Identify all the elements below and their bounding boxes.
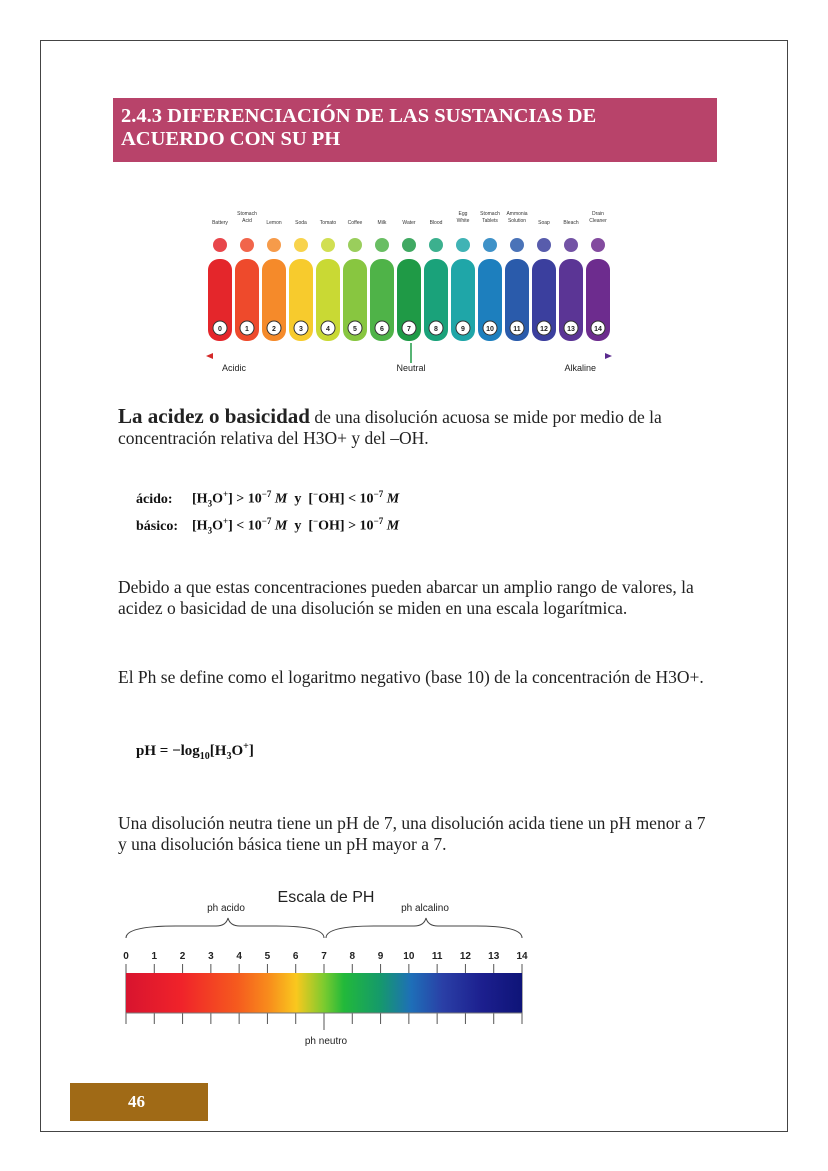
scale-tick-label: 2 <box>179 951 186 962</box>
svg-text:Solution: Solution <box>507 218 527 224</box>
ph-gradient-bar <box>126 973 522 1013</box>
alkaline-brace <box>326 918 522 938</box>
section-heading <box>113 98 717 162</box>
tube-number: 9 <box>461 326 465 333</box>
section-heading-line2: ACUERDO CON SU PH <box>121 128 341 150</box>
ph-tube-7 <box>397 220 421 341</box>
formula-ph-rhs: −log <box>172 743 200 759</box>
ph-tube-10 <box>478 211 502 341</box>
formula-ph-lhs: pH <box>136 743 157 759</box>
item-icon <box>267 238 281 252</box>
svg-text:White: White <box>456 218 470 224</box>
scale-tick-label: 3 <box>208 951 214 962</box>
svg-text:Drain: Drain <box>592 211 604 217</box>
scale-tick-label: 9 <box>377 951 384 962</box>
ph-tube-4 <box>316 220 340 341</box>
tube-number: 11 <box>513 326 521 333</box>
svg-text:Tomato: Tomato <box>319 220 337 226</box>
ph-tube-6 <box>370 220 394 341</box>
item-icon <box>348 238 362 252</box>
scale-tick-label: 4 <box>236 951 242 962</box>
scale-alkaline-label: ph alcalino <box>401 903 449 914</box>
tube-number: 2 <box>272 326 276 333</box>
svg-text:Acid: Acid <box>242 218 252 224</box>
formula-basic: básico: $[H_3O^+] < 10^{-7}$ M y $[^-OH] > 10^{-7}$ M <box>136 516 400 536</box>
item-icon <box>213 238 227 252</box>
svg-text:Ammonia: Ammonia <box>506 211 528 217</box>
scale-tick-label: 7 <box>321 951 327 962</box>
item-icon <box>375 238 389 252</box>
svg-text:Soda: Soda <box>295 220 307 226</box>
ph-tube-12 <box>532 220 556 341</box>
section-heading-line1: 2.4.3 DIFERENCIACIÓN DE LAS SUSTANCIAS DE <box>121 105 597 127</box>
scale-tick-label: 12 <box>459 951 471 962</box>
scale-tick-label: 5 <box>264 951 271 962</box>
formula-ph: pH = $-\log_{10}[H_3O^+]$ <box>136 741 254 762</box>
ph-tube-8 <box>424 220 448 341</box>
item-icon <box>240 238 254 252</box>
ph-tubes-figure <box>200 205 620 380</box>
ph-tube-0 <box>208 220 232 341</box>
svg-text:Cleaner: Cleaner <box>589 218 607 224</box>
formula-acid-term: ácido: <box>136 491 173 507</box>
item-icon <box>483 238 497 252</box>
paragraph-ph-definicion: El Ph se define como el logaritmo negativo (base 10) de la concentración de H3O+. <box>118 667 704 687</box>
scale-tick-label: 10 <box>403 951 415 962</box>
scale-acid-label: ph acido <box>207 903 245 914</box>
ph-tube-13 <box>559 220 583 341</box>
tube-number: 10 <box>486 326 494 333</box>
item-icon <box>429 238 443 252</box>
ph-tube-2 <box>262 220 286 341</box>
svg-text:Soap: Soap <box>538 220 550 226</box>
acid-brace <box>126 918 324 938</box>
tube-number: 1 <box>245 326 249 333</box>
formula-basic-term: básico: <box>136 518 178 534</box>
tube-number: 8 <box>434 326 438 333</box>
acidic-label: Acidic <box>222 363 247 373</box>
alkaline-label: Alkaline <box>564 363 596 373</box>
tube-number: 0 <box>218 326 222 333</box>
svg-text:Stomach: Stomach <box>237 211 257 217</box>
item-icon <box>402 238 416 252</box>
svg-text:Bleach: Bleach <box>563 220 579 226</box>
ph-tube-1 <box>235 211 259 341</box>
svg-text:Water: Water <box>402 220 416 226</box>
item-icon <box>537 238 551 252</box>
ph-tube-11 <box>505 211 529 341</box>
item-icon <box>564 238 578 252</box>
svg-text:Battery: Battery <box>212 220 228 226</box>
neutral-label: Neutral <box>396 363 426 373</box>
paragraph-acidez <box>118 406 718 449</box>
scale-tick-label: 14 <box>516 951 528 962</box>
scale-tick-label: 8 <box>349 951 356 962</box>
svg-text:Blood: Blood <box>429 220 443 226</box>
tube-number: 5 <box>353 326 357 333</box>
svg-text:Coffee: Coffee <box>347 220 363 226</box>
svg-text:Egg: Egg <box>458 211 468 217</box>
tube-number: 4 <box>326 326 330 333</box>
svg-text:Stomach: Stomach <box>480 211 500 217</box>
svg-text:Milk: Milk <box>377 220 387 226</box>
scale-tick-label: 11 <box>431 951 443 962</box>
tube-number: 7 <box>407 326 411 333</box>
ph-scale-figure <box>116 880 536 1060</box>
tube-number: 12 <box>540 326 548 333</box>
scale-tick-label: 6 <box>292 951 299 962</box>
scale-tick-label: 13 <box>488 951 500 962</box>
scale-title: Escala de PH <box>277 889 375 906</box>
tube-number: 13 <box>567 326 575 333</box>
item-icon <box>321 238 335 252</box>
ph-tube-5 <box>343 220 367 341</box>
svg-text:Lemon: Lemon <box>266 220 282 226</box>
paragraph-neutral: Una disolución neutra tiene un pH de 7, una disolución acida tiene un pH menor a 7 y una disolución básica tiene un pH mayor a 7. <box>118 813 706 854</box>
paragraph-acidez-rest: de una disolución acuosa se mide por medio de la concentración relativa del H3O+ y del –OH. <box>118 407 662 448</box>
ph-tube-14 <box>586 211 610 341</box>
scale-tick-label: 0 <box>123 951 129 962</box>
page-number: 46 <box>70 1083 208 1121</box>
paragraph-acidez-bold: La acidez o basicidad <box>118 404 310 428</box>
ph-tube-9 <box>451 211 475 341</box>
item-icon <box>510 238 524 252</box>
scale-tick-label: 1 <box>151 951 158 962</box>
ph-tube-3 <box>289 220 313 341</box>
paragraph-escala: Debido a que estas concentraciones pueden abarcar un amplio rango de valores, la acidez o basicidad de una disolución se miden en una escala logarítmica. <box>118 577 694 618</box>
item-icon <box>294 238 308 252</box>
tube-number: 6 <box>380 326 384 333</box>
svg-text:Tablets: Tablets <box>482 218 498 224</box>
item-icon <box>591 238 605 252</box>
scale-neutral-label: ph neutro <box>304 1036 348 1047</box>
tube-number: 14 <box>594 326 602 333</box>
tube-number: 3 <box>299 326 303 333</box>
item-icon <box>456 238 470 252</box>
formula-acid: ácido: $[H_3O^+] > 10^{-7}$ M y $[^-OH] < 10^{-7}$ M <box>136 489 400 509</box>
